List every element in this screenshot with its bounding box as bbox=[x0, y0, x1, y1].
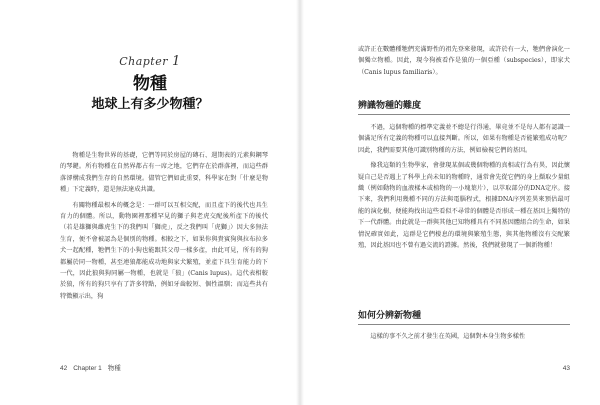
right-section1-text bbox=[358, 122, 570, 255]
left-paragraph-1: 物種是生物世界的基礎，它們等同於房屋的磚石、週期表的元素與鋼琴的琴鍵。所有物種在自然界都占有一席之地，它們存在於群落裡，而這些群落卻構成我們生存的自然環境。儘管它們如此重要，科學家在對「什麼是物種」下定義時，還是無法達成共識。 bbox=[60, 152, 268, 194]
chapter-word: Chapter bbox=[119, 55, 168, 68]
chapter-label bbox=[0, 54, 300, 69]
left-folio bbox=[60, 363, 121, 372]
section1-paragraph-1: 不過，這個物種的標準定義並不總是行得通，畢竟並不是每人都有認識一個滿足所有定義的物種可以直接判斷。所以，如果有物種是否能繁殖成功呢？因此，我們需要其他可識別物種的方法，例如檢視它們的基因。 bbox=[358, 124, 570, 154]
section-heading-new-species: 如何分辨新物種 bbox=[358, 308, 570, 325]
folio-title: 物種 bbox=[107, 365, 121, 372]
chapter-subtitle: 地球上有多少物種？ bbox=[91, 97, 209, 112]
left-paragraph-2: 有關物種最根本的概念是：一群可以互相交配，而且產下的後代也具生育力的個體。所以，動物園裡那種罕見的獅子與老虎交配後所產下的後代（若是雄獅與雌虎生下的我們叫「獅虎」，反之我們叫「虎獅」）因大多無法生育，便不會被認為是個別的物種。相較之下，如果你與貴賓狗與拉布拉多犬一起配種，牠們生下的小狗也能跟其父母一樣多產，由此可見，所有的狗都屬於同一物種，甚至連狼都能成功地與家犬繁殖，並產下具生育能力的下一代，因此狼與狗同屬一物種，也就是「狼」(Canis lupus)。這代表相較於狼，所有的狗只享有了許多特點，例如牙齒較短、個性溫馴；而這些共有特徵顯示出，狗 bbox=[60, 201, 268, 300]
section-heading-identification: 辨識物種的難度 bbox=[358, 98, 570, 115]
right-top-text bbox=[358, 44, 570, 82]
chapter-number: 1 bbox=[172, 54, 181, 69]
right-page-number: 43 bbox=[562, 365, 570, 372]
right-top-paragraph: 或許正在數體種牠們充滿野性的祖先登來發現，或許於有一大，牠們會演化一個獨立物種。因此，現今狗被看作是狼的一個亞種（subspecies），即家犬（Canis lupus familiaris）。 bbox=[358, 46, 570, 76]
right-page bbox=[300, 0, 600, 405]
chapter-title: 物種 bbox=[133, 74, 167, 94]
section2-paragraph: 這樣的事不久之前才發生在英國，這個對本身生物多樣性 bbox=[370, 333, 526, 340]
right-section2-text bbox=[358, 331, 570, 346]
left-page-number: 42 bbox=[60, 365, 68, 372]
left-body-text bbox=[60, 150, 268, 306]
folio-chapter: Chapter 1 bbox=[73, 365, 102, 372]
section1-paragraph-2: 像我這類的生物學家，會發現某個或幾個物種的真相或行為有異，因此懷疑自己是否遇上了科學上尚未知的物種時，通常會先從它們的身上擷取少量組織（例如動物的血液樣本或植物的一小塊葉片），以萃取部分的DNA定序。接下來，我們利用幾種不同的方法與電腦程式，根據DNA序列差異來預估最可能的演化樹，便能夠找出這些看似不尋常的個體是否形成一種在基因上獨特的下一代群體。由此就是一群與其他已知物種具有不同基因體組合的生命，如果情況確實如此，這群是它們棲息的環境與繁殖生態，與其他物種沒有交配繁殖，因此基因也不曾有過交流的證據。然後，我們就發現了一個新物種！ bbox=[358, 162, 570, 250]
